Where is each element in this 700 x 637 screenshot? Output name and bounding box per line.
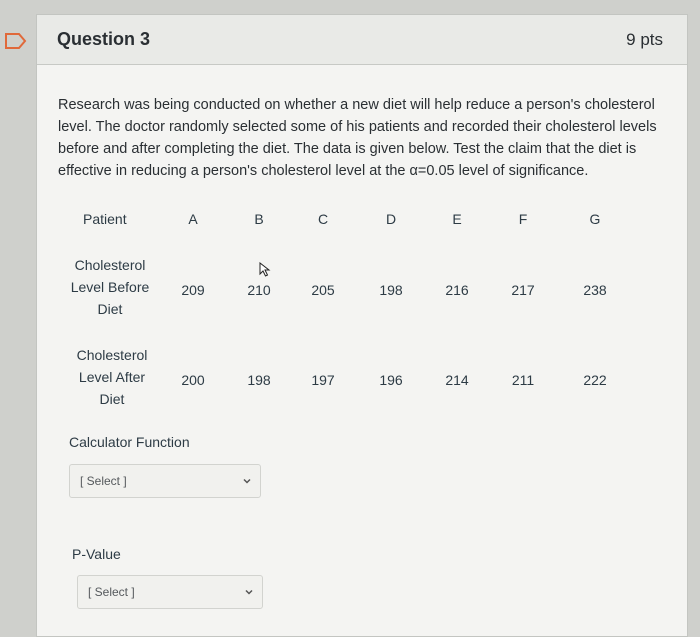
col-header-f: F [518, 211, 528, 227]
row-label-after [67, 344, 157, 410]
after-value-c: 197 [311, 372, 335, 388]
question-text: Research was being conducted on whether a new diet will help reduce a person's cholesterol level. The doctor randomly selected some of his patients and recorded their cholesterol levels before and after completing the diet. The data is given below. Test the claim that the diet is effective in reducing a person's cholesterol level at the α=0.05 level of significance. [58, 97, 657, 179]
after-value-d: 196 [379, 372, 403, 388]
before-value-g: 238 [583, 282, 607, 298]
after-value-b: 198 [247, 372, 271, 388]
chevron-down-icon [242, 476, 252, 486]
col-header-a: A [188, 211, 198, 227]
after-value-a: 200 [181, 372, 205, 388]
col-header-e: E [452, 211, 462, 227]
question-header [37, 15, 687, 65]
before-value-f: 217 [511, 282, 535, 298]
before-value-e: 216 [445, 282, 469, 298]
before-value-d: 198 [379, 282, 403, 298]
after-value-f: 211 [511, 372, 535, 388]
after-value-g: 222 [583, 372, 607, 388]
row-label-before-line3: Diet [97, 301, 123, 317]
row-label-after-line3: Diet [99, 391, 125, 407]
before-value-c: 205 [311, 282, 335, 298]
question-title: Question 3 [57, 29, 151, 49]
p-value-label: P-Value [72, 546, 121, 562]
flag-icon[interactable] [2, 30, 30, 52]
before-value-a: 209 [181, 282, 205, 298]
p-value-select[interactable] [77, 575, 263, 609]
calculator-function-label: Calculator Function [69, 434, 190, 450]
p-value-select-value: [ Select ] [88, 585, 135, 599]
col-header-d: D [385, 211, 397, 227]
row-label-after-line1: Cholesterol [76, 347, 148, 363]
calculator-select-value: [ Select ] [80, 474, 127, 488]
row-label-before-line2: Level Before [70, 279, 150, 295]
chevron-down-icon [244, 587, 254, 597]
row-label-before [65, 254, 155, 320]
row-label-before-line1: Cholesterol [74, 257, 146, 273]
question-points: 9 pts [626, 29, 663, 49]
patient-header: Patient [83, 211, 127, 227]
col-header-c: C [317, 211, 329, 227]
row-label-after-line2: Level After [78, 369, 146, 385]
calculator-function-select[interactable] [69, 464, 261, 498]
after-value-e: 214 [445, 372, 469, 388]
question-card [36, 14, 688, 637]
col-header-b: B [254, 211, 264, 227]
col-header-g: G [589, 211, 601, 227]
before-value-b: 210 [247, 282, 271, 298]
mouse-pointer-icon [259, 262, 271, 283]
